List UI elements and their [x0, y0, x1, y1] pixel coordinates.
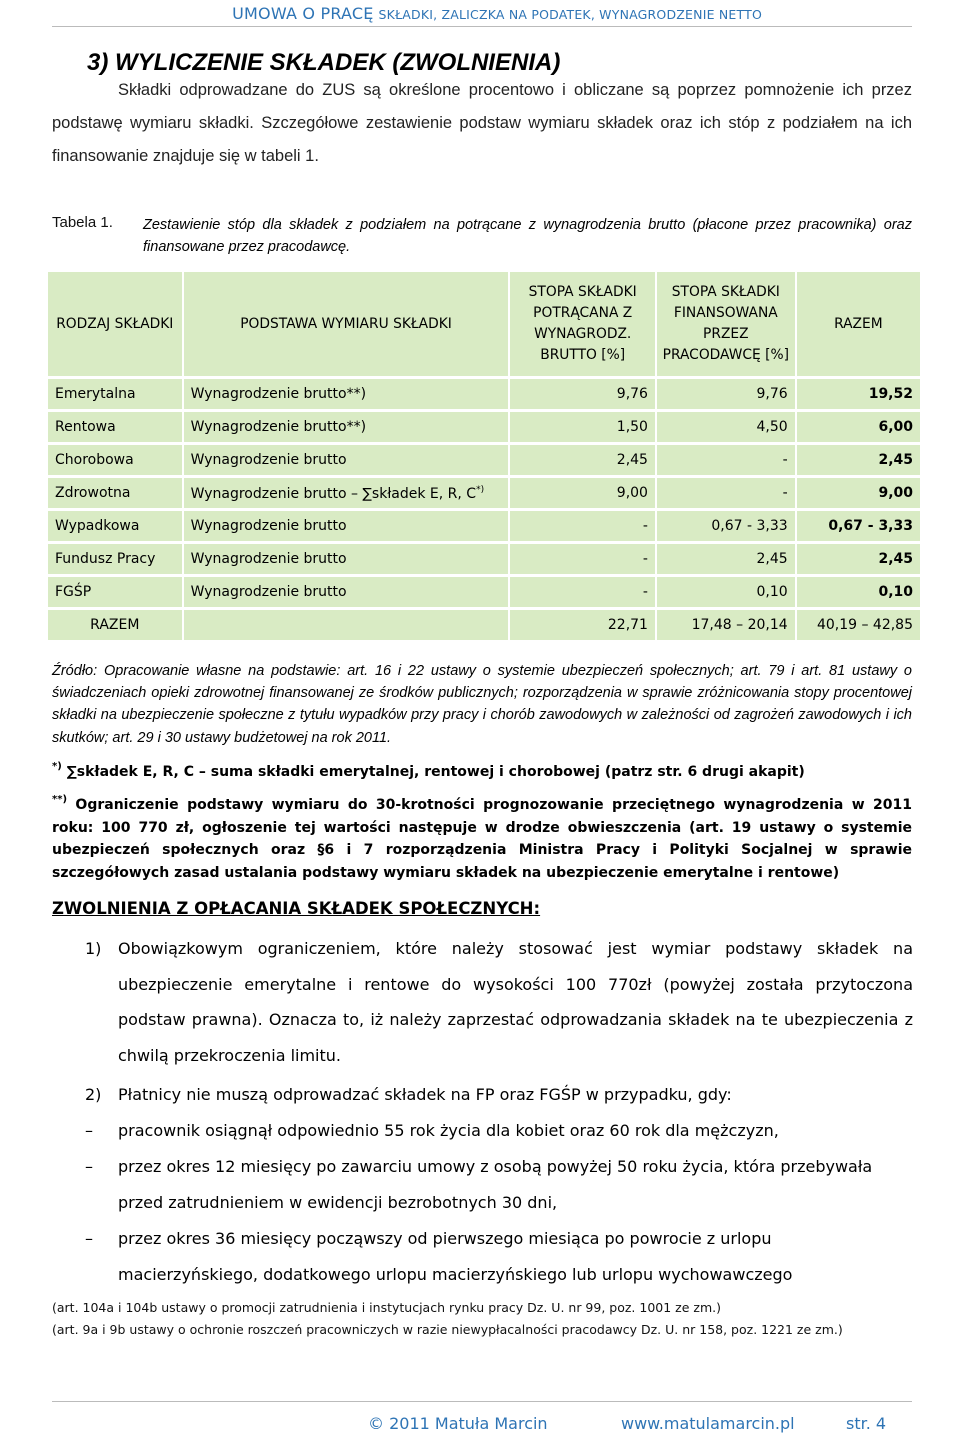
table-caption-text: Zestawienie stóp dla składek z podziałem na potrącane z wynagrodzenia brutto (płacone przez pracownika) oraz finansowane przez pracodawcę. [143, 217, 912, 255]
footer-page-number: str. 4 [846, 1414, 887, 1433]
cell-employer: - [657, 445, 795, 475]
section-title: 3) WYLICZENIE SKŁADEK (ZWOLNIENIA) [87, 49, 561, 76]
source-note: Źródło: Opracowanie własne na podstawie: art. 16 i 22 ustawy o systemie ubezpieczeń społecznych; art. 79 i art. 81 ustawy o świadczeniach opieki zdrowotnej finansowanej ze środków publicznych; rozporządzenia w sprawie zróżnicowania stopy procentowej składki na ubezpieczenie społeczne z tytułu wypadków przy pracy i chorób zawodowych w zależności od zagrożeń zawodowych i ich skutków; art. 29 i 30 ustawy budżetowej na rok 2011. [52, 663, 912, 746]
cell-type: Rentowa [48, 412, 182, 442]
cell-total: 6,00 [797, 412, 920, 442]
running-header [232, 4, 762, 23]
total-employer: 17,48 – 20,14 [657, 610, 795, 640]
table-total-row [48, 610, 920, 640]
cell-base: Wynagrodzenie brutto [184, 544, 509, 574]
dash-bullet: – [85, 1157, 93, 1176]
footnote-1-text: ∑składek E, R, C – suma składki emerytalnej, rentowej i chorobowej (patrz str. 6 drugi akapit) [61, 764, 805, 780]
cell-type: FGŚP [48, 577, 182, 607]
table-caption-label: Tabela 1. [52, 214, 113, 231]
header-employee-rate: STOPA SKŁADKI POTRĄCANA Z WYNAGRODZ. BRUTTO [%] [510, 272, 655, 376]
item-1-text: Obowiązkowym ograniczeniem, które należy stosować jest wymiar podstawy składek na ubezpieczenie emerytalne i rentowe do wysokości 100 770zł (powyżej została przytoczona podstaw prawna). Oznacza to, iż należy zaprzestać odprowadzania składek na te ubezpieczenia z chwilą przekroczenia limitu. [118, 939, 913, 1065]
exemption-item-2 [85, 1077, 913, 1113]
cell-base [184, 478, 509, 508]
cell-employee: 9,00 [510, 478, 655, 508]
cell-employee: 2,45 [510, 445, 655, 475]
cell-type: Chorobowa [48, 445, 182, 475]
cell-total: 9,00 [797, 478, 920, 508]
cell-employer: 0,10 [657, 577, 795, 607]
cell-type: Emerytalna [48, 379, 182, 409]
table-row [48, 478, 920, 508]
cell-employee: - [510, 544, 655, 574]
cell-employer: 4,50 [657, 412, 795, 442]
table-row [48, 445, 920, 475]
footnote-2 [52, 789, 912, 884]
footnote-2-marker: **) [52, 794, 68, 805]
item-2-text: Płatnicy nie muszą odprowadzać składek na FP oraz FGŚP w przypadku, gdy: [118, 1085, 732, 1104]
list-item [85, 1221, 913, 1292]
cell-employer: 0,67 - 3,33 [657, 511, 795, 541]
cell-employer: - [657, 478, 795, 508]
bullet-1-text: pracownik osiągnął odpowiednio 55 rok życia dla kobiet oraz 60 rok dla mężczyzn, [118, 1121, 779, 1140]
header-contribution-type: RODZAJ SKŁADKI [48, 272, 182, 376]
total-label: RAZEM [48, 610, 182, 640]
footnote-ref: *) [476, 484, 485, 495]
list-item [85, 1149, 913, 1220]
legal-reference-2: (art. 9a i 9b ustawy o ochronie roszczeń pracowniczych w razie niewypłacalności pracodawcy Dz. U. nr 158, poz. 1221 ze zm.) [52, 1322, 843, 1337]
cell-total: 0,10 [797, 577, 920, 607]
cell-total: 2,45 [797, 544, 920, 574]
table-header-row [48, 272, 920, 376]
header-divider [52, 26, 912, 27]
running-header-main: UMOWA O PRACĘ [232, 4, 374, 23]
cell-type: Wypadkowa [48, 511, 182, 541]
cell-employer: 2,45 [657, 544, 795, 574]
cell-total: 2,45 [797, 445, 920, 475]
cell-total: 19,52 [797, 379, 920, 409]
cell-employer: 9,76 [657, 379, 795, 409]
cell-employee: - [510, 511, 655, 541]
footer-copyright: © 2011 Matuła Marcin [368, 1414, 548, 1433]
exemptions-heading: ZWOLNIENIA Z OPŁACANIA SKŁADEK SPOŁECZNYCH: [52, 899, 541, 918]
cell-total: 0,67 - 3,33 [797, 511, 920, 541]
footnote-1 [52, 756, 912, 783]
table-row [48, 412, 920, 442]
header-total: RAZEM [797, 272, 920, 376]
contribution-rates-table [46, 269, 922, 643]
cell-type: Fundusz Pracy [48, 544, 182, 574]
total-base-empty [184, 610, 509, 640]
header-employer-rate: STOPA SKŁADKI FINANSOWANA PRZEZ PRACODAWCĘ [%] [657, 272, 795, 376]
exemption-item-1 [85, 931, 913, 1073]
bullet-3-text: przez okres 36 miesięcy począwszy od pierwszego miesiąca po powrocie z urlopu macierzyńskiego, dodatkowego urlopu macierzyńskiego lub urlopu wychowawczego [118, 1229, 793, 1284]
cell-employee: 1,50 [510, 412, 655, 442]
cell-base-text: Wynagrodzenie brutto – ∑składek E, R, C [190, 485, 477, 502]
list-item [85, 1113, 913, 1149]
item-1-marker: 1) [85, 939, 102, 958]
table-row [48, 511, 920, 541]
footnote-1-marker: *) [52, 761, 62, 772]
cell-base: Wynagrodzenie brutto [184, 511, 509, 541]
footer-website[interactable]: www.matulamarcin.pl [621, 1414, 795, 1433]
bullet-2-text: przez okres 12 miesięcy po zawarciu umowy z osobą powyżej 50 roku życia, która przebywała przed zatrudnieniem w ewidencji bezrobotnych 30 dni, [118, 1157, 873, 1212]
table-row [48, 577, 920, 607]
dash-bullet: – [85, 1229, 93, 1248]
cell-base: Wynagrodzenie brutto**) [184, 379, 509, 409]
cell-base: Wynagrodzenie brutto [184, 577, 509, 607]
table-row [48, 544, 920, 574]
intro-paragraph: Składki odprowadzane do ZUS są określone procentowo i obliczane są poprzez pomnożenie ich przez podstawę wymiaru składki. Szczegółowe zestawienie podstaw wymiaru składek oraz ich stóp z podziałem na ich finansowanie znajduje się w tabeli 1. [52, 81, 912, 165]
footer-divider [52, 1401, 912, 1402]
total-sum: 40,19 – 42,85 [797, 610, 920, 640]
cell-employee: - [510, 577, 655, 607]
legal-reference-1: (art. 104a i 104b ustawy o promocji zatrudnienia i instytucjach rynku pracy Dz. U. nr 99, poz. 1001 ze zm.) [52, 1300, 721, 1315]
total-employee: 22,71 [510, 610, 655, 640]
table-row [48, 379, 920, 409]
running-header-sub: SKŁADKI, ZALICZKA NA PODATEK, WYNAGRODZENIE NETTO [378, 7, 762, 22]
cell-employee: 9,76 [510, 379, 655, 409]
item-2-marker: 2) [85, 1085, 102, 1104]
header-assessment-base: PODSTAWA WYMIARU SKŁADKI [184, 272, 509, 376]
footnote-2-text: Ograniczenie podstawy wymiaru do 30-krotności prognozowanie przeciętnego wynagrodzenia w 2011 roku: 100 770 zł, ogłoszenie tej wartości następuje w drodze obwieszczenia (art. 19 ustawy o systemie ubezpieczeń społecznych oraz §6 i 7 rozporządzenia Ministra Pracy i Polityki Socjalnej w sprawie szczegółowych zasad ustalania podstawy wymiaru składek na ubezpieczenie emerytalne i rentowe) [52, 797, 912, 881]
cell-base: Wynagrodzenie brutto [184, 445, 509, 475]
cell-base: Wynagrodzenie brutto**) [184, 412, 509, 442]
dash-bullet: – [85, 1121, 93, 1140]
cell-type: Zdrowotna [48, 478, 182, 508]
